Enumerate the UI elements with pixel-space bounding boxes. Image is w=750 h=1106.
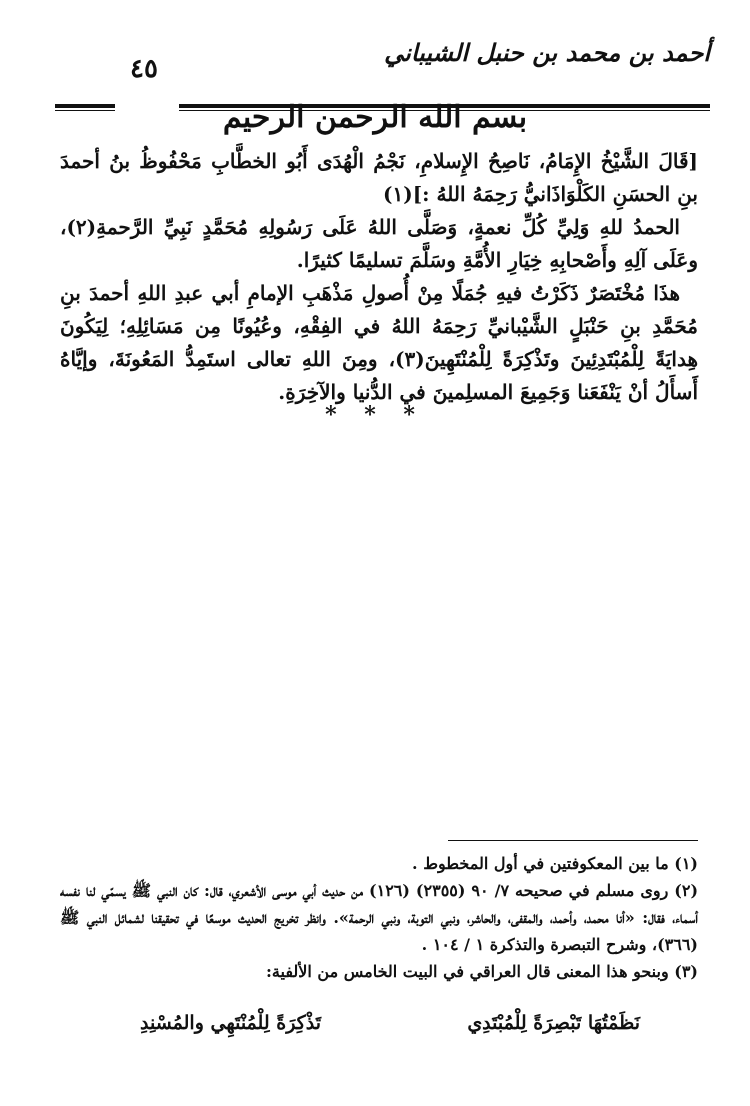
footnote-1: (١) ما بين المعكوفتين في أول المخطوط . <box>412 854 698 873</box>
footnotes <box>60 850 698 985</box>
footnote-rule <box>448 840 698 841</box>
running-title: أحمد بن محمد بن حنبل الشيباني <box>384 38 710 67</box>
section-separator: * * * <box>325 402 425 428</box>
page-header <box>55 38 710 88</box>
purpose-paragraph: هذَا مُخْتَصَرٌ ذَكَرْتُ فيهِ جُمَلًا مِنْ أُصولِ مَذْهَبِ الإمامِ أبي عبدِ اللهِ أحمدَ بنِ مُحَمَّدِ بنِ حَنْبَلٍ الشَّيْبانيِّ رَحِمَهُ اللهُ في الفِقْهِ، وعُيُونًا مِن مَسَائِلِهِ؛ لِيَكُونَ هِدايَةً لِلْمُبْتَدِئِينَ وتَذْكِرَةً لِلْمُنْتَهِينَ(٣)، ومِنَ اللهِ تعالى استَمِدُّ المَعُونَةَ، وإيَّاهُ أَسأَلُ أنْ يَنْفَعَنا وَجَمِيعَ المسلِمينَ في الدُّنيا والآخِرَةِ. <box>60 281 699 404</box>
praise-paragraph: الحمدُ للهِ وَلِيِّ كُلِّ نعمةٍ، وَصَلَّى اللهُ عَلَى رَسُولِهِ مُحَمَّدٍ نَبِيِّ الرَّحمةِ(٢)، وعَلَى آلِهِ وأَصْحابِهِ خِيَارِ الأُمَّةِ وسَلَّمَ تسليمًا كثيرًا. <box>60 215 698 272</box>
footnote-3: (٣) وبنحو هذا المعنى قال العراقي في البيت الخامس من الألفية: <box>266 962 698 981</box>
poetry-verse <box>140 1012 640 1034</box>
intro-paragraph: [قَالَ الشَّيْخُ الإِمَامُ، نَاصِحُ الإِسلامِ، نَجْمُ الْهُدَى أَبُو الخطَّابِ مَحْفُوظُ بنُ أحمدَ بنِ الحسَنِ الكَلْوَاذَانيُّ رَحِمَهُ اللهُ :](١) <box>60 149 698 206</box>
verse-first-hemistich: نَظَمْتُهَا تَبْصِرَةً لِلْمُبْتَدِي <box>467 1012 640 1034</box>
main-text <box>60 145 698 409</box>
basmala: بسم الله الرحمن الرحيم <box>222 100 528 135</box>
verse-second-hemistich: تَذْكِرَةً لِلْمُنْتَهِي والمُسْنِدِ <box>140 1012 321 1034</box>
footnote-2: (٢) روى مسلم في صحيحه ٧/ ٩٠ (٢٣٥٥) (١٢٦) من حديث أبي موسى الأشعري، قال: كان النبي ﷺ يسمّي لنا نفسه أسماء، فقال: «أنا محمد، وأحمد، والمقفى، والحاشر، ونبي التوبة، ونبي الرحمة». وانظر تخريج الحديث موسعًا في تحقيقنا لشمائل النبي ﷺ (٣٦٦)، وشرح التبصرة والتذكرة ١ / ١٠٤ . <box>60 881 699 954</box>
page-number: ٤٥ <box>130 54 158 84</box>
